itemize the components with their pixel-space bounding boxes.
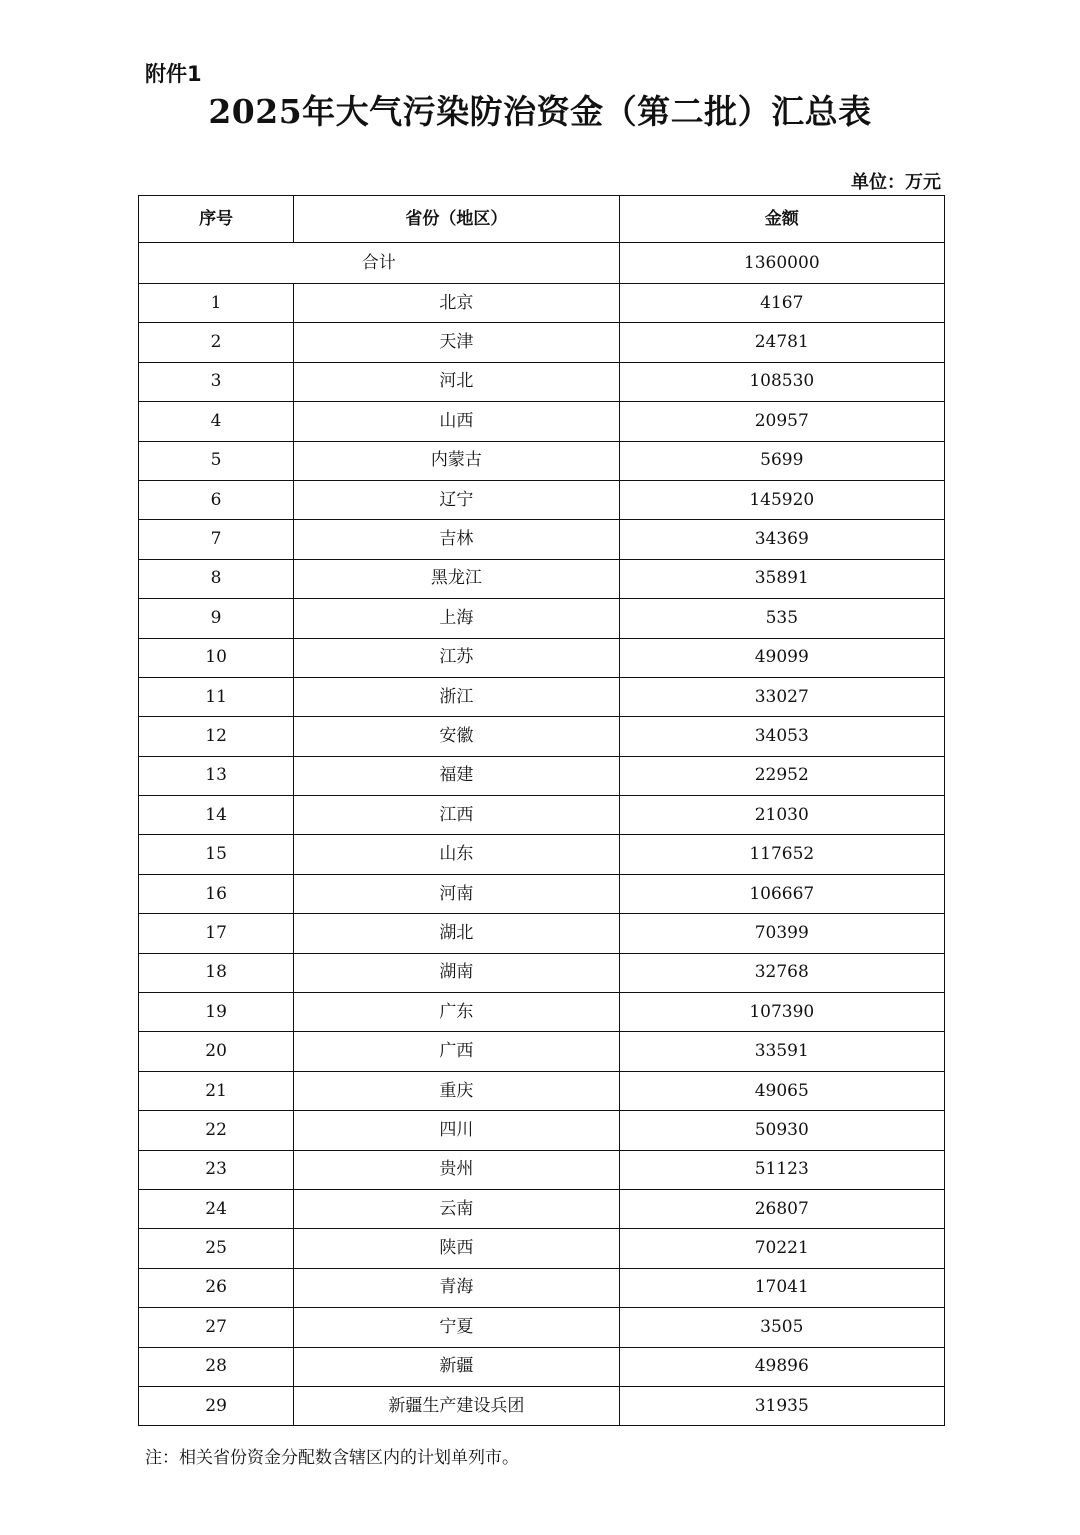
table-row — [139, 796, 945, 835]
row-amount: 49065 — [619, 1071, 944, 1110]
row-amount: 34369 — [619, 520, 944, 559]
table-row — [139, 1347, 945, 1386]
row-province: 山西 — [294, 402, 619, 441]
row-index: 22 — [139, 1111, 294, 1150]
row-province: 安徽 — [294, 717, 619, 756]
row-amount: 70399 — [619, 914, 944, 953]
row-index: 20 — [139, 1032, 294, 1071]
row-amount: 32768 — [619, 953, 944, 992]
row-index: 26 — [139, 1268, 294, 1307]
attachment-label: 附件1 — [145, 62, 202, 86]
row-amount: 35891 — [619, 559, 944, 598]
row-province: 湖北 — [294, 914, 619, 953]
row-index: 29 — [139, 1386, 294, 1425]
row-index: 15 — [139, 835, 294, 874]
row-amount: 20957 — [619, 402, 944, 441]
row-index: 28 — [139, 1347, 294, 1386]
row-amount: 50930 — [619, 1111, 944, 1150]
row-amount: 49896 — [619, 1347, 944, 1386]
table-row — [139, 638, 945, 677]
row-province: 青海 — [294, 1268, 619, 1307]
row-province: 河南 — [294, 874, 619, 913]
row-amount: 26807 — [619, 1189, 944, 1228]
row-index: 25 — [139, 1229, 294, 1268]
row-amount: 70221 — [619, 1229, 944, 1268]
row-index: 3 — [139, 362, 294, 401]
table-row — [139, 323, 945, 362]
row-amount: 108530 — [619, 362, 944, 401]
row-province: 江西 — [294, 796, 619, 835]
row-province: 广东 — [294, 993, 619, 1032]
row-index: 18 — [139, 953, 294, 992]
row-amount: 17041 — [619, 1268, 944, 1307]
row-province: 广西 — [294, 1032, 619, 1071]
row-province: 辽宁 — [294, 480, 619, 519]
row-index: 10 — [139, 638, 294, 677]
row-amount: 31935 — [619, 1386, 944, 1425]
table-row — [139, 362, 945, 401]
header-index: 序号 — [139, 196, 294, 243]
row-amount: 21030 — [619, 796, 944, 835]
table-row — [139, 1386, 945, 1425]
row-amount: 535 — [619, 599, 944, 638]
row-province: 北京 — [294, 284, 619, 323]
row-province: 福建 — [294, 756, 619, 795]
row-province: 湖南 — [294, 953, 619, 992]
row-province: 天津 — [294, 323, 619, 362]
row-index: 7 — [139, 520, 294, 559]
row-province: 黑龙江 — [294, 559, 619, 598]
row-index: 23 — [139, 1150, 294, 1189]
table-row — [139, 717, 945, 756]
row-province: 新疆 — [294, 1347, 619, 1386]
row-amount: 24781 — [619, 323, 944, 362]
table-row — [139, 1268, 945, 1307]
table-row — [139, 677, 945, 716]
row-index: 4 — [139, 402, 294, 441]
row-province: 云南 — [294, 1189, 619, 1228]
row-index: 27 — [139, 1308, 294, 1347]
table-row — [139, 914, 945, 953]
row-amount: 22952 — [619, 756, 944, 795]
table-row — [139, 402, 945, 441]
row-index: 19 — [139, 993, 294, 1032]
table-row — [139, 599, 945, 638]
row-index: 1 — [139, 284, 294, 323]
table-row — [139, 1229, 945, 1268]
table-row — [139, 559, 945, 598]
table-row — [139, 1189, 945, 1228]
row-amount: 107390 — [619, 993, 944, 1032]
table-row — [139, 835, 945, 874]
row-province: 四川 — [294, 1111, 619, 1150]
header-amount: 金额 — [619, 196, 944, 243]
table-row — [139, 480, 945, 519]
table-row — [139, 1150, 945, 1189]
row-province: 宁夏 — [294, 1308, 619, 1347]
table-row — [139, 874, 945, 913]
row-province: 贵州 — [294, 1150, 619, 1189]
table-row — [139, 1308, 945, 1347]
row-index: 24 — [139, 1189, 294, 1228]
row-index: 21 — [139, 1071, 294, 1110]
row-index: 11 — [139, 677, 294, 716]
row-province: 重庆 — [294, 1071, 619, 1110]
row-amount: 117652 — [619, 835, 944, 874]
row-province: 浙江 — [294, 677, 619, 716]
row-amount: 33591 — [619, 1032, 944, 1071]
row-index: 13 — [139, 756, 294, 795]
row-amount: 33027 — [619, 677, 944, 716]
total-label: 合计 — [139, 243, 620, 284]
header-province: 省份（地区） — [294, 196, 619, 243]
row-amount: 4167 — [619, 284, 944, 323]
row-province: 吉林 — [294, 520, 619, 559]
row-province: 新疆生产建设兵团 — [294, 1386, 619, 1425]
table-header-row — [139, 196, 945, 243]
row-amount: 49099 — [619, 638, 944, 677]
footnote: 注：相关省份资金分配数含辖区内的计划单列市。 — [145, 1448, 519, 1468]
row-province: 陕西 — [294, 1229, 619, 1268]
table-row — [139, 953, 945, 992]
row-province: 河北 — [294, 362, 619, 401]
table-row — [139, 441, 945, 480]
row-province: 江苏 — [294, 638, 619, 677]
row-index: 2 — [139, 323, 294, 362]
row-amount: 34053 — [619, 717, 944, 756]
row-index: 16 — [139, 874, 294, 913]
total-amount: 1360000 — [619, 243, 944, 284]
table-row — [139, 1071, 945, 1110]
row-index: 12 — [139, 717, 294, 756]
row-index: 6 — [139, 480, 294, 519]
row-amount: 51123 — [619, 1150, 944, 1189]
table-row — [139, 284, 945, 323]
table-row — [139, 993, 945, 1032]
table-row — [139, 756, 945, 795]
page-title: 2025年大气污染防治资金（第二批）汇总表 — [208, 92, 872, 131]
row-index: 9 — [139, 599, 294, 638]
funding-table — [138, 195, 945, 1426]
row-index: 8 — [139, 559, 294, 598]
unit-label: 单位：万元 — [851, 172, 941, 193]
row-index: 5 — [139, 441, 294, 480]
row-amount: 5699 — [619, 441, 944, 480]
row-amount: 145920 — [619, 480, 944, 519]
table-row — [139, 1111, 945, 1150]
row-province: 山东 — [294, 835, 619, 874]
row-index: 17 — [139, 914, 294, 953]
row-province: 内蒙古 — [294, 441, 619, 480]
row-index: 14 — [139, 796, 294, 835]
total-row — [139, 243, 945, 284]
row-amount: 106667 — [619, 874, 944, 913]
row-province: 上海 — [294, 599, 619, 638]
table-row — [139, 1032, 945, 1071]
row-amount: 3505 — [619, 1308, 944, 1347]
table-row — [139, 520, 945, 559]
